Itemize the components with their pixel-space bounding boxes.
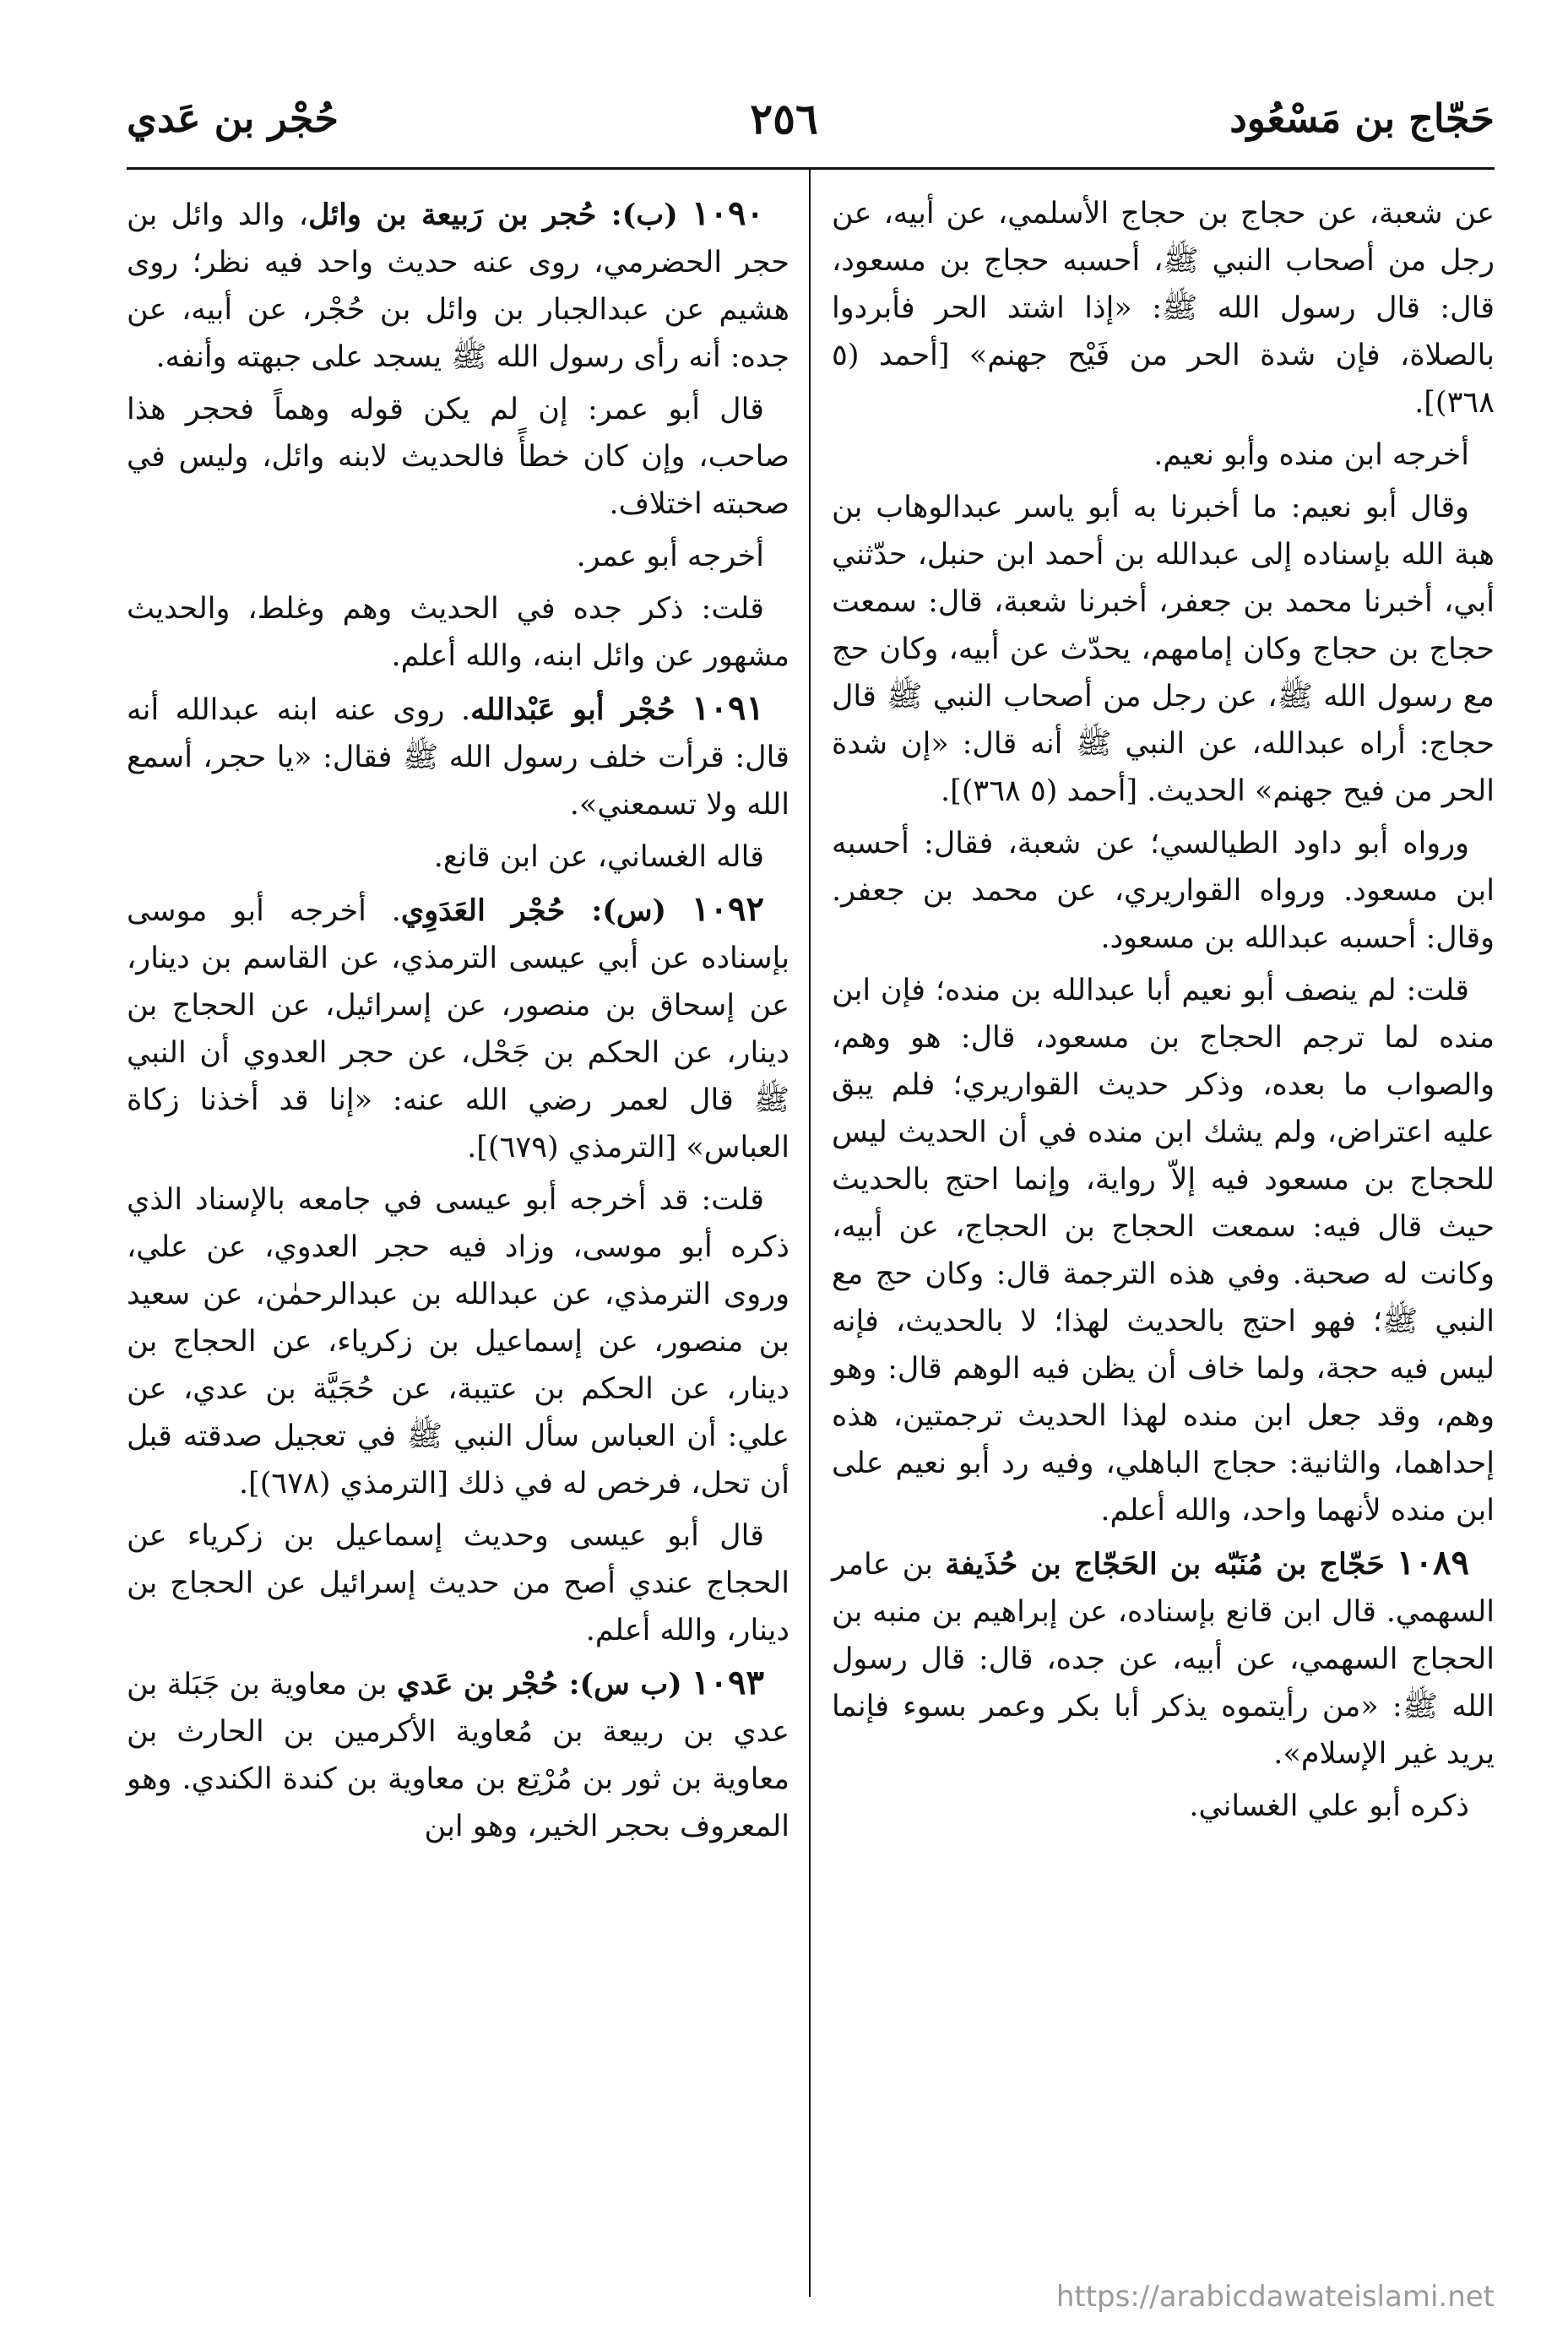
entry-number: ١٠٨٩ bbox=[1397, 1543, 1469, 1582]
paragraph: ذكره أبو علي الغساني. bbox=[1189, 1789, 1469, 1823]
entry-name: (ب س): حُجْر بن عَدي bbox=[396, 1667, 682, 1702]
column-divider bbox=[809, 169, 811, 2297]
entry-1090 bbox=[127, 190, 789, 381]
running-title-left: حُجْر بن عَدي bbox=[127, 95, 339, 141]
left-column bbox=[127, 190, 789, 2284]
paragraph: وقال أبو نعيم: ما أخبرنا به أبو ياسر عبدالوهاب بن هبة الله بإسناده إلى عبدالله بن أحمد ابن حنبل، حدّثني أبي، أخبرنا محمد بن جعفر، أخبرنا شعبة، قال: سمعت حجاج بن حجاج وكان إمامهم، يحدّث عن أبيه، وكان حج مع رسول الله ﷺ، عن رجل من أصحاب النبي ﷺ قال حجاج: أراه عبدالله، عن النبي ﷺ أنه قال: «إن شدة الحر من فيح جهنم» الحديث. [أحمد (٥ ٣٦٨)]. bbox=[832, 491, 1495, 808]
entry-1093 bbox=[127, 1659, 789, 1850]
paragraph: قلت: قد أخرجه أبو عيسى في جامعه بالإسناد الذي ذكره أبو موسى، وزاد فيه حجر العدوي، عن علي، وروى الترمذي، عن عبدالله بن عبدالرحمٰن، عن سعيد بن منصور، عن إسماعيل بن زكرياء، عن الحجاج بن دينار، عن الحكم بن عتيبة، عن حُجَيَّة بن عدي، عن علي: أن العباس سأل النبي ﷺ في تعجيل صدقته قبل أن تحل، فرخص له في ذلك [الترمذي (٦٧٨)]. bbox=[127, 1183, 789, 1501]
paragraph: قاله الغساني، عن ابن قانع. bbox=[433, 840, 764, 874]
entry-name: حَجّاج بن مُنَبّه بن الحَجّاج بن حُذَيفة bbox=[945, 1547, 1385, 1582]
paragraph: قال أبو عمر: إن لم يكن قوله وهماً فحجر هذا صاحب، وإن كان خطأً فالحديث لابنه وائل، وليس في صحبته اختلاف. bbox=[127, 393, 789, 521]
paragraph: عن شعبة، عن حجاج بن حجاج الأسلمي، عن أبيه، عن رجل من أصحاب النبي ﷺ، أحسبه حجاج بن مسعود، قال: قال رسول الله ﷺ: «إذا اشتد الحر فأبردوا بالصلاة، فإن شدة الحر من فَيْح جهنم» [أحمد (٥ ٣٦٨)]. bbox=[832, 197, 1495, 420]
entry-number: ١٠٩٢ bbox=[692, 889, 764, 929]
entry-1091 bbox=[127, 685, 789, 828]
header-rule bbox=[127, 167, 1495, 170]
entry-name: (س): حُجْر العَدَوِي bbox=[400, 893, 667, 928]
paragraph: أخرجه ابن منده وأبو نعيم. bbox=[1153, 438, 1469, 472]
entry-text: . روى عنه ابنه عبدالله أنه قال: قرأت خلف رسول الله ﷺ فقال: «يا حجر، أسمع الله ولا تسمعني». bbox=[127, 693, 789, 822]
entry-number: ١٠٩٣ bbox=[692, 1663, 764, 1702]
entry-name: (ب): حُجر بن رَبيعة بن وائل bbox=[308, 198, 678, 232]
right-column bbox=[832, 190, 1495, 2284]
entry-number: ١٠٩١ bbox=[692, 688, 764, 728]
paragraph: قلت: لم ينصف أبو نعيم أبا عبدالله بن منده؛ فإن ابن منده لما ترجم الحجاج بن مسعود، قال: هو وهم، والصواب ما بعده، وذكر حديث القواريري؛ فلم يبق عليه اعتراض، ولم يشك ابن منده في أن الحديث ليس للحجاج بن مسعود فيه إلاّ رواية، وإنما احتج بالحديث حيث قال فيه: سمعت الحجاج بن الحجاج، عن أبيه، وكانت له صحبة. وفي هذه الترجمة قال: وكان حج مع النبي ﷺ؛ فهو احتج بالحديث لهذا؛ لا بالحديث، فإنه ليس فيه حجة، ولما خاف أن يظن فيه الوهم قال: وهو وهم، وقد جعل ابن منده لهذا الحديث ترجمتين، هذه إحداهما، والثانية: حجاج الباهلي، وفيه رد أبو نعيم على ابن منده لأنهما واحد، والله أعلم. bbox=[832, 974, 1495, 1528]
paragraph: ورواه أبو داود الطيالسي؛ عن شعبة، فقال: أحسبه ابن مسعود. ورواه القواريري، عن محمد بن جعفر. وقال: أحسبه عبدالله بن مسعود. bbox=[832, 827, 1495, 955]
paragraph: أخرجه أبو عمر. bbox=[576, 540, 764, 573]
entry-text: بن عامر السهمي. قال ابن قانع بإسناده، عن إبراهيم بن منبه بن الحجاج السهمي، عن أبيه، عن جده، قال: قال رسول الله ﷺ: «من رأيتموه يذكر أبا بكر وعمر بسوء فإنما يريد غير الإسلام». bbox=[832, 1548, 1495, 1771]
entry-number: ١٠٩٠ bbox=[692, 193, 764, 233]
entry-name: حُجْر أبو عَبْدالله bbox=[470, 692, 675, 727]
entry-1089 bbox=[832, 1539, 1495, 1778]
page-header bbox=[127, 84, 1495, 152]
entry-text: بن معاوية بن جَبَلة بن عدي بن ربيعة بن مُعاوية الأكرمين بن الحارث بن معاوية بن ثور بن مُرْتِع بن معاوية بن كندة الكندي. وهو المعروف بحجر الخير، وهو ابن bbox=[127, 1668, 789, 1843]
page-number: ٢٥٦ bbox=[750, 93, 818, 144]
entry-text: ، والد وائل بن حجر الحضرمي، روى عنه حديث واحد فيه نظر؛ روى هشيم عن عبدالجبار بن وائل بن حُجْر، عن أبيه، عن جده: أنه رأى رسول الله ﷺ يسجد على جبهته وأنفه. bbox=[127, 198, 789, 374]
paragraph: قال أبو عيسى وحديث إسماعيل بن زكرياء عن الحجاج عندي أصح من حديث إسرائيل عن الحجاج بن دينار، والله أعلم. bbox=[127, 1519, 789, 1647]
watermark-url: https://arabicdawateislami.net bbox=[1055, 2280, 1495, 2314]
entry-1092 bbox=[127, 886, 789, 1171]
paragraph: قلت: ذكر جده في الحديث وهم وغلط، والحديث مشهور عن وائل ابنه، والله أعلم. bbox=[127, 592, 789, 673]
entry-text: . أخرجه أبو موسى بإسناده عن أبي عيسى الترمذي، عن القاسم بن دينار، عن إسحاق بن منصور، عن إسرائيل، عن الحجاج بن دينار، عن الحكم بن جَحْل، عن حجر العدوي أن النبي ﷺ قال لعمر رضي الله عنه: «إنا قد أخذنا زكاة العباس» [الترمذي (٦٧٩)]. bbox=[127, 894, 789, 1164]
running-title-right: حَجّاج بن مَسْعُود bbox=[1229, 95, 1495, 141]
